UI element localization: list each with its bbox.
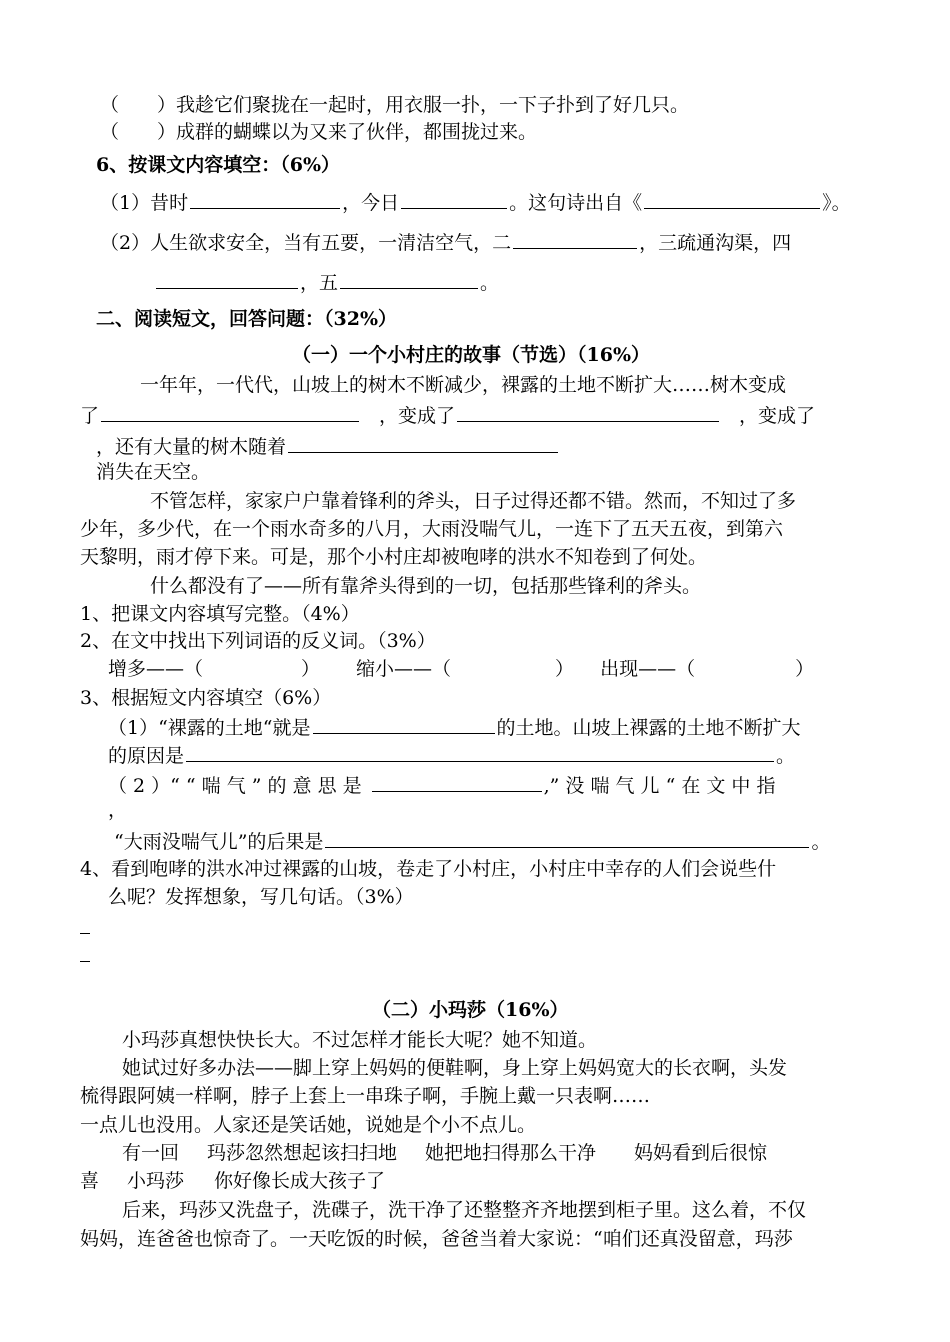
blank-field[interactable] — [156, 268, 298, 289]
q3-2-text-a: （ 2 ）“ “ 喘 气 ” 的 意 思 是 — [108, 775, 362, 797]
p1-text-b1: 了 — [80, 405, 100, 427]
q4-line2: 么呢？发挥想象，写几句话。（3%） — [108, 886, 414, 908]
q3-2-text-d: “大雨没喘气儿”的后果是 — [114, 831, 324, 853]
story2-p2-line2: 梳得跟阿姨一样啊，脖子上套上一串珠子啊，手腕上戴一只表啊…… — [80, 1085, 651, 1107]
q3-2-line1 — [108, 771, 775, 799]
blank-field[interactable] — [101, 401, 359, 422]
story1-title: （一）一个小村庄的故事（节选）（16%） — [292, 344, 650, 366]
story2-p5-line1: 后来，玛莎又洗盘子，洗碟子，洗干净了还整整齐齐地摆到柜子里。这么着，不仅 — [122, 1199, 807, 1221]
blank-field[interactable] — [513, 228, 637, 249]
q3-2-text-e: 。 — [811, 831, 831, 853]
blank-field[interactable] — [372, 771, 542, 792]
s2-p4-a4: 妈妈看到后很惊 — [634, 1142, 768, 1164]
answer-line[interactable] — [80, 933, 90, 934]
story2-p2-line1: 她试过好多办法——脚上穿上妈妈的便鞋啊，身上穿上妈妈宽大的长衣啊，头发 — [122, 1057, 788, 1079]
part2-title: 二、阅读短文，回答问题：（32%） — [96, 308, 397, 330]
s2-p4-a1: 有一回 — [122, 1142, 180, 1164]
story1-p1-line1: 一年年，一代代，山坡上的树木不断减少，裸露的土地不断扩大……树木变成 — [140, 374, 787, 396]
q1: 1、把课文内容填写完整。（4%） — [80, 603, 360, 625]
q6-2-text-c: ，五 — [300, 272, 339, 294]
story2-p1: 小玛莎真想快快长大。不过怎样才能长大呢？她不知道。 — [122, 1029, 598, 1051]
q6-1-text-a: （1）昔时 — [100, 192, 189, 214]
blank-field[interactable] — [325, 827, 809, 848]
q6-item-2-line1 — [100, 228, 791, 256]
s2-p4-a3: 她把地扫得那么干净 — [425, 1142, 597, 1164]
q6-2-text-b: ，三疏通沟渠，四 — [639, 232, 792, 254]
q6-item-1 — [100, 188, 851, 216]
q2-item-e: 出现——（ — [600, 658, 696, 680]
blank-field[interactable] — [190, 188, 340, 209]
q2-item-c: 缩小——（ — [356, 658, 452, 680]
q2-item-b: ） — [301, 658, 321, 680]
s2-p4-b2: 小玛莎 — [127, 1170, 185, 1192]
answer-line[interactable] — [80, 961, 90, 962]
q2-items — [108, 656, 814, 682]
q3-2-comma: ， — [108, 799, 128, 821]
q3-1-line2 — [108, 741, 795, 769]
q3-1-text-d: 。 — [776, 745, 796, 767]
q6-2-text-a: （2）人生欲求安全，当有五要，一清洁空气，二 — [100, 232, 512, 254]
story2-p5-line2: 妈妈，连爸爸也惊奇了。一天吃饭的时候，爸爸当着大家说：“咱们还真没留意，玛莎 — [80, 1228, 793, 1250]
q2: 2、在文中找出下列词语的反义词。（3%） — [80, 630, 436, 652]
line-choice-2: （ ）成群的蝴蝶以为又来了伙伴，都围拢过来。 — [100, 121, 538, 143]
story1-p2-line2: 少年，多少代，在一个雨水奇多的八月，大雨没喘气儿，一连下了五天五夜，到第六 — [80, 518, 784, 540]
q3-1-text-b: 的土地。山坡上裸露的土地不断扩大 — [496, 717, 801, 739]
q3: 3、根据短文内容填空（6%） — [80, 687, 332, 709]
q6-1-text-c: 。这句诗出自《 — [509, 192, 643, 214]
q6-title: 6、按课文内容填空：（6%） — [96, 154, 340, 176]
q6-1-text-b: ，今日 — [342, 192, 400, 214]
story1-p2-line3: 天黎明，雨才停下来。可是，那个小村庄却被咆哮的洪水不知卷到了何处。 — [80, 546, 708, 568]
blank-field[interactable] — [288, 432, 558, 453]
blank-field[interactable] — [401, 188, 507, 209]
line-choice-1: （ ）我趁它们聚拢在一起时，用衣服一扑，一下子扑到了好几只。 — [100, 94, 690, 116]
story1-p1-line2 — [80, 401, 815, 429]
p1-text-c1: ，还有大量的树木随着 — [96, 436, 287, 458]
q2-item-d: ） — [555, 658, 575, 680]
blank-field[interactable] — [644, 188, 820, 209]
blank-field[interactable] — [186, 741, 774, 762]
q2-item-f: ） — [795, 658, 815, 680]
blank-field[interactable] — [457, 401, 719, 422]
p1-text-b2: ，变成了 — [379, 405, 456, 427]
q3-2-line2 — [114, 827, 830, 855]
q3-1-text-a: （1）“裸露的土地“就是 — [108, 717, 311, 739]
story2-p3: 一点儿也没用。人家还是笑话她，说她是个小不点儿。 — [80, 1114, 537, 1136]
q3-1-text-c: 的原因是 — [108, 745, 185, 767]
q2-item-a: 增多——（ — [108, 658, 204, 680]
q3-2-text-b: ,” 没 喘 气 儿 “ 在 文 中 指 — [543, 775, 776, 797]
q6-1-text-d: 》。 — [822, 192, 851, 214]
p1-text-b3: ，变成了 — [739, 405, 816, 427]
story1-p1-line4: 消失在天空。 — [96, 461, 211, 483]
q4-line1: 4、看到咆哮的洪水冲过裸露的山坡，卷走了小村庄，小村庄中幸存的人们会说些什 — [80, 858, 777, 880]
story1-p3: 什么都没有了——所有靠斧头得到的一切，包括那些锋利的斧头。 — [150, 575, 702, 597]
s2-p4-a2: 玛莎忽然想起该扫扫地 — [207, 1142, 398, 1164]
q6-item-2-line2 — [154, 268, 499, 296]
s2-p4-b1: 喜 — [80, 1170, 100, 1192]
s2-p4-b3: 你好像长成大孩子了 — [214, 1170, 386, 1192]
story2-p4-line1 — [122, 1140, 767, 1166]
story1-p2-line1: 不管怎样，家家户户靠着锋利的斧头，日子过得还都不错。然而，不知过了多 — [150, 490, 797, 512]
blank-field[interactable] — [340, 268, 478, 289]
story2-p4-line2 — [80, 1168, 385, 1194]
blank-field[interactable] — [313, 713, 495, 734]
story2-title: （二）小玛莎（16%） — [372, 999, 569, 1021]
q3-1-line1 — [108, 713, 801, 741]
story1-p1-line3 — [96, 432, 560, 460]
q6-2-text-d: 。 — [480, 272, 500, 294]
